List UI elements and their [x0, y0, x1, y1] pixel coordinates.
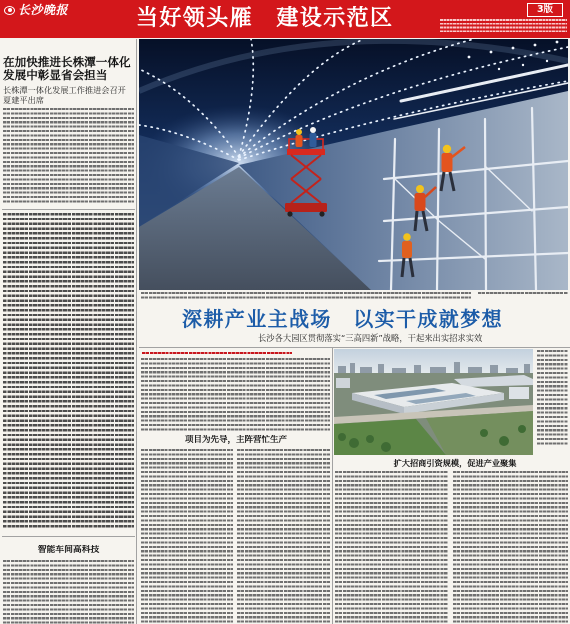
left-top-article-body [3, 108, 134, 205]
main-photo-caption [141, 292, 471, 301]
subhead-line: 长株潭一体化发展工作推进会召开 [3, 85, 126, 95]
left-bottom-article-body [3, 560, 134, 624]
feature-section-head: 扩大招商引资规模，促进产业聚集 [393, 458, 517, 468]
masthead-issue-info-text [440, 19, 567, 34]
feature-byline [142, 352, 292, 356]
headline-line: 发展中彰显省会担当 [3, 69, 108, 82]
newspaper-logo [4, 3, 68, 17]
aerial-photo-caption [537, 350, 568, 447]
logo-text: 长沙晚报 [18, 3, 69, 17]
left-top-article-headline [3, 56, 135, 82]
feature-lead-paragraph [141, 358, 330, 432]
masthead [0, 0, 570, 38]
tunnel-construction-photo [139, 39, 568, 290]
main-photo-credit [478, 292, 568, 296]
feature-body-column [141, 449, 233, 624]
feature-subheadline: 长沙各大园区贯彻落实“三高四新”战略，干起来出实招求实效 [258, 333, 483, 343]
headline-line: 在加快推进长株潭一体化 [3, 56, 131, 69]
feature-separator [139, 347, 570, 348]
industrial-park-aerial-photo [334, 349, 533, 455]
left-column-divider [136, 39, 137, 624]
page-number-badge: 3版 [527, 3, 563, 17]
feature-headline: 深耕产业主战场 以实干成就梦想 [182, 307, 503, 331]
subhead-line: 夏建平出席 [3, 95, 44, 105]
left-column-separator [2, 536, 135, 537]
feature-body-column [237, 449, 330, 624]
left-bottom-article-headline: 智能车间高科技 [37, 545, 100, 555]
logo-emblem-icon [4, 6, 15, 15]
feature-body-column [335, 471, 448, 624]
left-column-separator [2, 209, 135, 210]
left-top-article-subhead [3, 85, 135, 105]
feature-body-column [453, 471, 568, 624]
page-banner-headline: 当好领头雁 建设示范区 [136, 6, 394, 31]
left-middle-article-body [3, 213, 134, 530]
feature-section-head: 项目为先导，主阵营忙生产 [184, 435, 287, 445]
feature-column-divider [332, 348, 333, 624]
